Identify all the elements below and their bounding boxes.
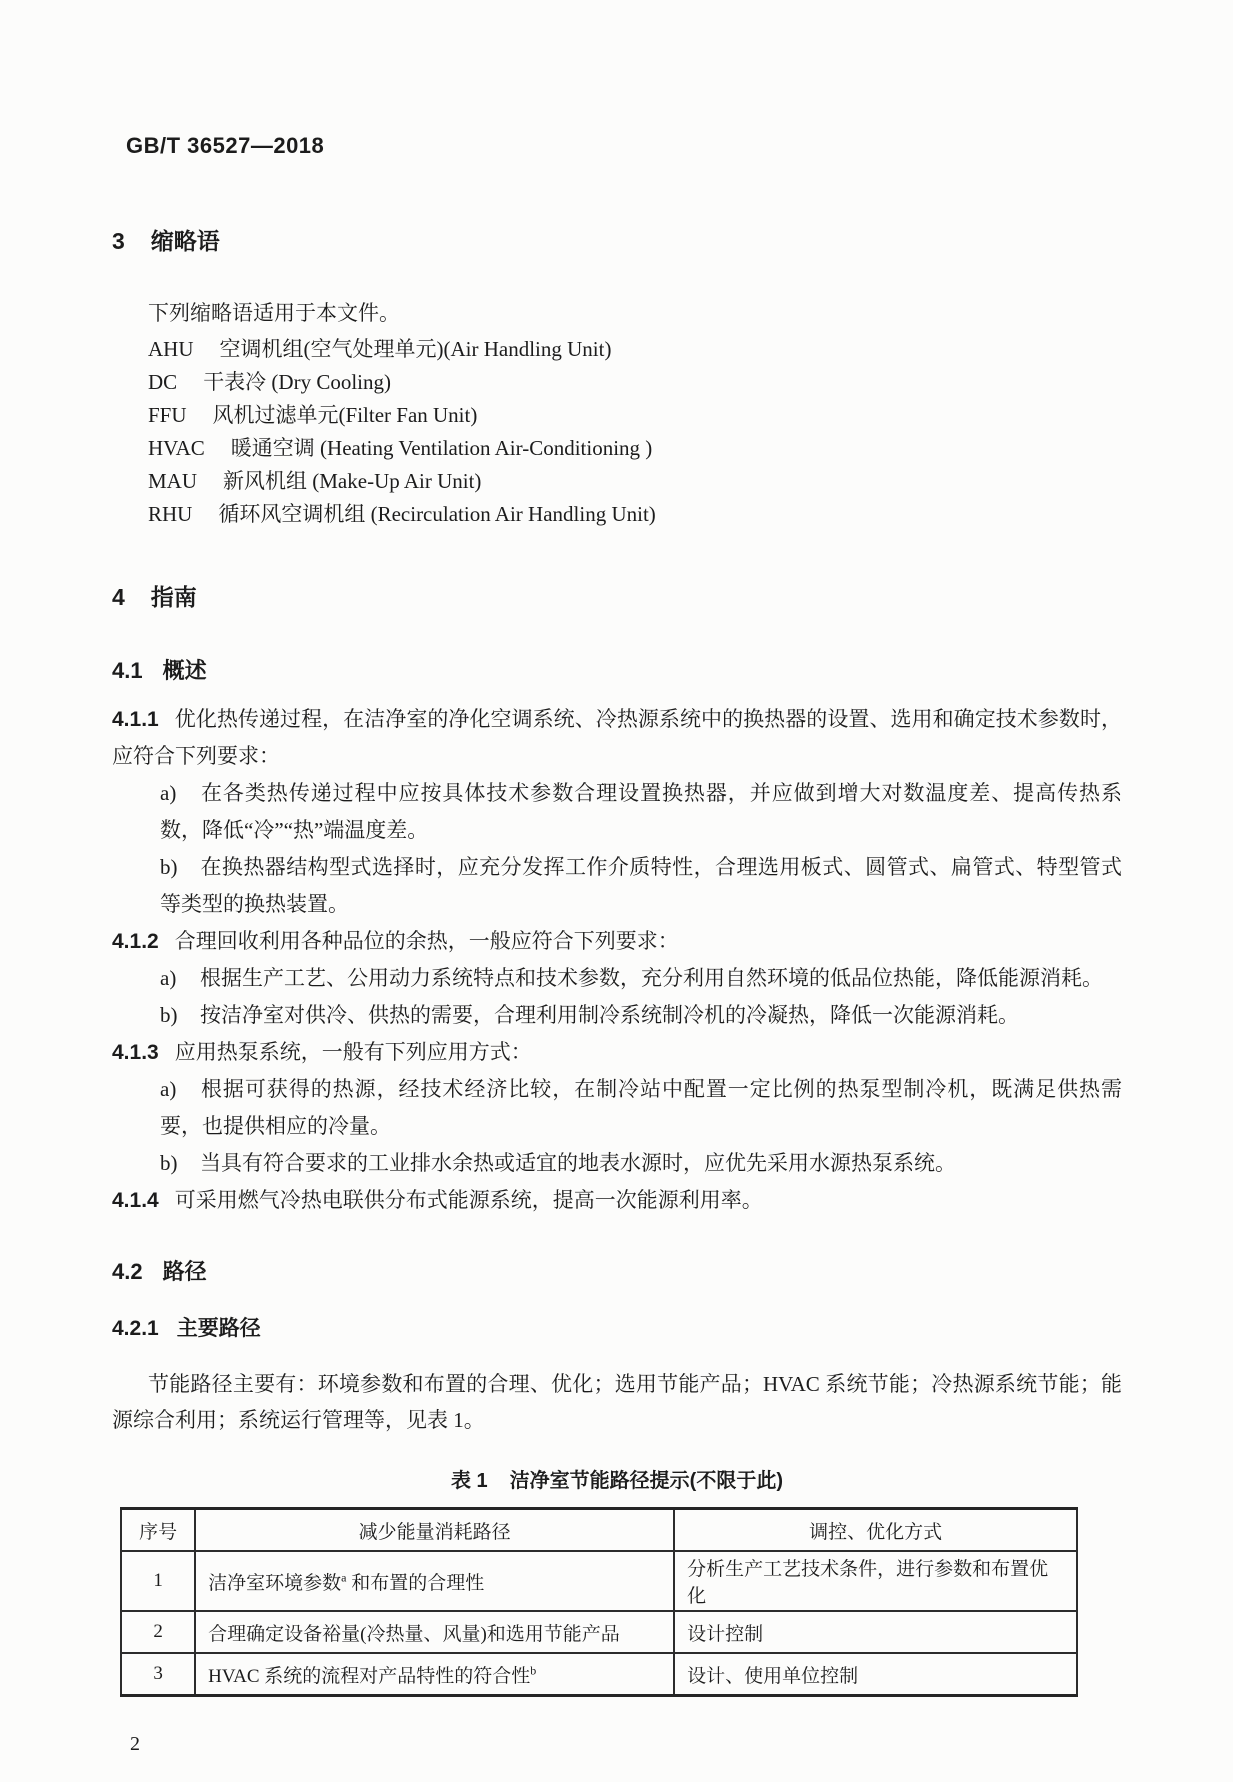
footnote-marker: b <box>530 1663 537 1678</box>
table-1 <box>120 1507 1078 1697</box>
clause-4-1-3-item-b <box>160 1145 1122 1182</box>
abbreviation-row <box>148 465 1122 498</box>
clause-text: 优化热传递过程，在洁净室的净化空调系统、冷热源系统中的换热器的设置、选用和确定技术参数时，应符合下列要求： <box>112 707 1122 768</box>
clause-4-1-2 <box>112 923 1122 960</box>
header-cell-method: 调控、优化方式 <box>674 1509 1077 1552</box>
page-number: 2 <box>130 1733 140 1755</box>
header-cell-no: 序号 <box>121 1509 195 1552</box>
abbr-definition: 干表冷 (Dry Cooling) <box>203 370 392 394</box>
cell-method: 设计控制 <box>674 1611 1077 1653</box>
table-1-caption: 洁净室节能路径提示(不限于此) <box>509 1470 783 1492</box>
abbreviation-list <box>112 333 1122 531</box>
abbr-code: MAU <box>148 469 198 493</box>
item-text: 在各类热传递过程中应按具体技术参数合理设置换热器，并应做到增大对数温度差、提高传热系数，降低“冷”“热”端温度差。 <box>160 781 1122 842</box>
cell-no: 3 <box>121 1653 195 1696</box>
clause-4-1-3 <box>112 1034 1122 1071</box>
clause-number: 4.1.3 <box>112 1041 159 1064</box>
item-label: a) <box>160 1077 177 1101</box>
item-text: 根据可获得的热源，经技术经济比较，在制冷站中配置一定比例的热泵型制冷机，既满足供热需要，也提供相应的冷量。 <box>160 1077 1122 1138</box>
cell-no: 2 <box>121 1611 195 1653</box>
clause-4-1-3-item-a <box>160 1071 1122 1145</box>
section-4-1-number: 4.1 <box>112 658 143 683</box>
section-4-2-title: 路径 <box>162 1259 207 1284</box>
section-4-heading <box>112 579 1122 612</box>
abbr-code: DC <box>148 370 178 394</box>
cell-method: 分析生产工艺技术条件，进行参数和布置优化 <box>674 1551 1077 1611</box>
clause-text: 应用热泵系统，一般有下列应用方式： <box>174 1040 532 1064</box>
cell-path-text: HVAC 系统的流程对产品特性的符合性 <box>208 1665 531 1687</box>
clause-4-1-1-item-a <box>160 775 1122 849</box>
abbreviation-row <box>148 333 1122 366</box>
table-1-title <box>112 1464 1122 1493</box>
item-text: 在换热器结构型式选择时，应充分发挥工作介质特性，合理选用板式、圆管式、扁管式、特型管式等类型的换热装置。 <box>160 855 1122 916</box>
abbr-code: AHU <box>148 337 194 361</box>
cell-path-text: 洁净室环境参数 <box>208 1572 342 1594</box>
table-row <box>121 1653 1077 1696</box>
paths-paragraph: 节能路径主要有：环境参数和布置的合理、优化；选用节能产品；HVAC 系统节能；冷热源系统节能；能源综合利用；系统运行管理等，见表 1。 <box>112 1372 1122 1432</box>
section-4-1-heading <box>112 654 1122 685</box>
abbr-code: FFU <box>148 403 187 427</box>
section-4-number: 4 <box>112 584 125 610</box>
table-row <box>121 1611 1077 1653</box>
item-label: b) <box>160 855 178 879</box>
clause-number: 4.1.2 <box>112 930 159 953</box>
cell-method: 设计、使用单位控制 <box>674 1653 1077 1696</box>
clause-4-1-1-item-b <box>160 849 1122 923</box>
clause-number: 4.1.4 <box>112 1189 159 1212</box>
cell-path-text: 和布置的合理性 <box>346 1572 485 1594</box>
standard-number: GB/T 36527—2018 <box>126 133 325 158</box>
header-cell-path: 减少能量消耗路径 <box>195 1509 674 1552</box>
abbreviation-row <box>148 366 1122 399</box>
table-row <box>121 1551 1077 1611</box>
clause-4-1-2-item-a <box>160 960 1122 997</box>
abbr-code: RHU <box>148 502 193 526</box>
abbreviation-row <box>148 498 1122 531</box>
section-3-title: 缩略语 <box>150 228 220 254</box>
abbreviations-intro: 下列缩略语适用于本文件。 <box>148 301 400 325</box>
section-4-2-heading <box>112 1255 1122 1286</box>
cell-path-text: 合理确定设备裕量(冷热量、风量)和选用节能产品 <box>208 1623 620 1645</box>
cell-path <box>195 1551 674 1611</box>
cell-no: 1 <box>121 1551 195 1611</box>
clause-4-1-2-item-b <box>160 997 1122 1034</box>
abbreviation-row <box>148 399 1122 432</box>
table-1-label: 表 1 <box>450 1470 488 1492</box>
section-4-2-1-number: 4.2.1 <box>112 1317 159 1340</box>
cell-path <box>195 1653 674 1696</box>
clause-4-1-1 <box>112 701 1122 775</box>
section-4-2-1-title: 主要路径 <box>176 1317 261 1340</box>
section-4-2-number: 4.2 <box>112 1259 143 1284</box>
abbr-definition: 新风机组 (Make-Up Air Unit) <box>223 469 482 493</box>
item-label: a) <box>160 781 177 805</box>
clause-text: 可采用燃气冷热电联供分布式能源系统，提高一次能源利用率。 <box>174 1188 763 1212</box>
section-4-2-1-heading <box>112 1312 1122 1342</box>
cell-path <box>195 1611 674 1653</box>
section-4-1-title: 概述 <box>162 658 207 683</box>
item-label: b) <box>160 1003 178 1027</box>
item-label: a) <box>160 966 177 990</box>
clause-4-1-4 <box>112 1182 1122 1219</box>
item-text: 按洁净室对供冷、供热的需要，合理利用制冷系统制冷机的冷凝热，降低一次能源消耗。 <box>200 1003 1019 1027</box>
item-text: 根据生产工艺、公用动力系统特点和技术参数，充分利用自然环境的低品位热能，降低能源消耗。 <box>200 966 1103 990</box>
abbreviation-row <box>148 432 1122 465</box>
abbr-definition: 风机过滤单元(Filter Fan Unit) <box>212 403 478 427</box>
abbr-definition: 暖通空调 (Heating Ventilation Air-Conditioning ) <box>230 436 653 460</box>
abbr-definition: 循环风空调机组 (Recirculation Air Handling Unit) <box>218 502 656 526</box>
item-text: 当具有符合要求的工业排水余热或适宜的地表水源时，应优先采用水源热泵系统。 <box>200 1151 956 1175</box>
section-3-heading <box>112 223 1122 256</box>
abbr-code: HVAC <box>148 436 205 460</box>
abbr-definition: 空调机组(空气处理单元)(Air Handling Unit) <box>219 337 612 361</box>
clause-number: 4.1.1 <box>112 708 159 731</box>
item-label: b) <box>160 1151 178 1175</box>
clause-text: 合理回收利用各种品位的余热，一般应符合下列要求： <box>174 929 679 953</box>
footnote-marker: a <box>341 1570 347 1585</box>
section-4-title: 指南 <box>150 584 197 610</box>
table-header-row <box>121 1509 1077 1552</box>
section-3-number: 3 <box>112 228 125 254</box>
